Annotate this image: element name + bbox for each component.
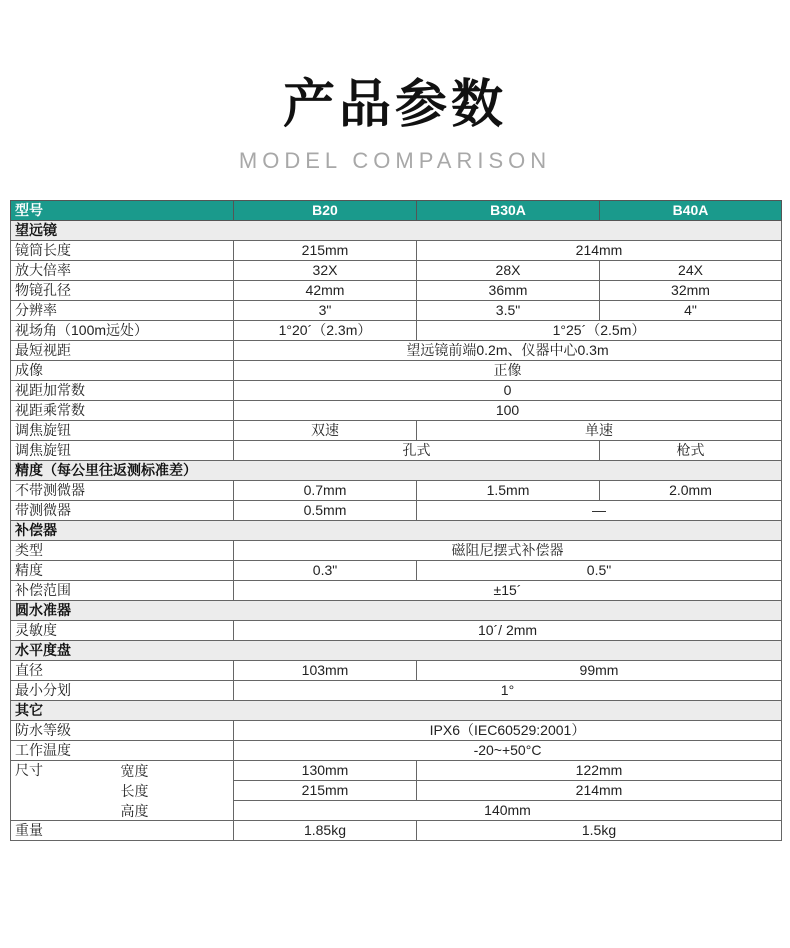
table-row [11,401,782,421]
table-row [11,361,782,381]
cell-b40: 4" [600,301,782,321]
table-row [11,541,782,561]
row-label: 不带测微器 [11,481,234,501]
row-label: 调焦旋钮 [11,441,234,461]
sublabel-height: 高度 [120,802,149,819]
section-row [11,221,782,241]
table-row [11,501,782,521]
table-row [11,741,782,761]
sublabel-width: 宽度 [120,762,149,779]
row-label: 防水等级 [11,721,234,741]
row-label: 补偿范围 [11,581,234,601]
section-row [11,701,782,721]
cell-all: 磁阻尼摆式补偿器 [234,541,782,561]
cell-all: 正像 [234,361,782,381]
table-row [11,661,782,681]
row-label: 物镜孔径 [11,281,234,301]
cell-b20: 42mm [234,281,417,301]
section-other: 其它 [11,701,782,721]
table-row [11,421,782,441]
cell-all: 140mm [234,801,782,821]
cell-b30-b40: 214mm [417,241,782,261]
cell-b40: 32mm [600,281,782,301]
row-label: 调焦旋钮 [11,421,234,441]
section-row [11,521,782,541]
table-row [11,301,782,321]
cell-b20: 1.85kg [234,821,417,841]
table-row [11,321,782,341]
page-title: 产品参数 [282,75,507,135]
cell-b20: 双速 [234,421,417,441]
cell-b40: 2.0mm [600,481,782,501]
cell-b20: 215mm [234,781,417,801]
cell-b20: 1°20´（2.3m） [234,321,417,341]
row-label: 工作温度 [11,741,234,761]
cell-all: 10´/ 2mm [234,621,782,641]
table-row [11,721,782,741]
cell-all: -20~+50°C [234,741,782,761]
section-row [11,461,782,481]
section-precision: 精度（每公里往返测标准差） [11,461,782,481]
row-label: 灵敏度 [11,621,234,641]
cell-b30-b40: 122mm [417,761,782,781]
cell-b40: 枪式 [600,441,782,461]
table-row [11,281,782,301]
table-row [11,341,782,361]
row-label: 重量 [11,821,234,841]
row-label: 直径 [11,661,234,681]
section-row [11,601,782,621]
cell-b30-b40: — [417,501,782,521]
header-b30a: B30A [417,201,600,221]
cell-b30-b40: 214mm [417,781,782,801]
section-compensator: 补偿器 [11,521,782,541]
row-label: 镜筒长度 [11,241,234,261]
cell-b20: 32X [234,261,417,281]
table-row [11,441,782,461]
cell-b20: 3" [234,301,417,321]
header-model: 型号 [11,201,234,221]
cell-b30-b40: 1.5kg [417,821,782,841]
row-label: 放大倍率 [11,261,234,281]
cell-b30-b40: 0.5" [417,561,782,581]
row-label: 精度 [11,561,234,581]
cell-b30: 3.5" [417,301,600,321]
section-horizontal-circle: 水平度盘 [11,641,782,661]
cell-all: ±15´ [234,581,782,601]
cell-b20: 215mm [234,241,417,261]
row-label: 最小分划 [11,681,234,701]
table-row [11,241,782,261]
table-row [11,481,782,501]
row-label: 视场角（100m远处） [11,321,234,341]
table-row [11,261,782,281]
row-label: 分辨率 [11,301,234,321]
spec-table [10,200,782,841]
cell-b30: 28X [417,261,600,281]
section-row [11,641,782,661]
cell-b20-b30: 孔式 [234,441,600,461]
cell-b30-b40: 1°25´（2.5m） [417,321,782,341]
row-label: 带测微器 [11,501,234,521]
sublabel-length: 长度 [120,782,149,799]
cell-all: 0 [234,381,782,401]
row-label: 类型 [11,541,234,561]
page-subtitle: MODEL COMPARISON [238,148,552,173]
cell-b30-b40: 99mm [417,661,782,681]
cell-b30: 1.5mm [417,481,600,501]
cell-b20: 0.3" [234,561,417,581]
cell-b20: 0.5mm [234,501,417,521]
header-b40a: B40A [600,201,782,221]
cell-all: 望远镜前端0.2m、仪器中心0.3m [234,341,782,361]
row-label: 尺寸 [15,762,43,778]
cell-b30-b40: 单速 [417,421,782,441]
table-header-row [11,201,782,221]
cell-b20: 0.7mm [234,481,417,501]
cell-all: 1° [234,681,782,701]
row-label: 成像 [11,361,234,381]
cell-all: 100 [234,401,782,421]
cell-b40: 24X [600,261,782,281]
row-label: 最短视距 [11,341,234,361]
table-row [11,381,782,401]
table-row [11,581,782,601]
header-b20: B20 [234,201,417,221]
cell-b30: 36mm [417,281,600,301]
cell-b20: 103mm [234,661,417,681]
table-row [11,621,782,641]
row-label: 视距乘常数 [11,401,234,421]
table-row [11,681,782,701]
table-row [11,821,782,841]
cell-all: IPX6（IEC60529:2001） [234,721,782,741]
section-circular-level: 圆水准器 [11,601,782,621]
cell-b20: 130mm [234,761,417,781]
section-telescope: 望远镜 [11,221,782,241]
table-row [11,561,782,581]
row-label: 视距加常数 [11,381,234,401]
